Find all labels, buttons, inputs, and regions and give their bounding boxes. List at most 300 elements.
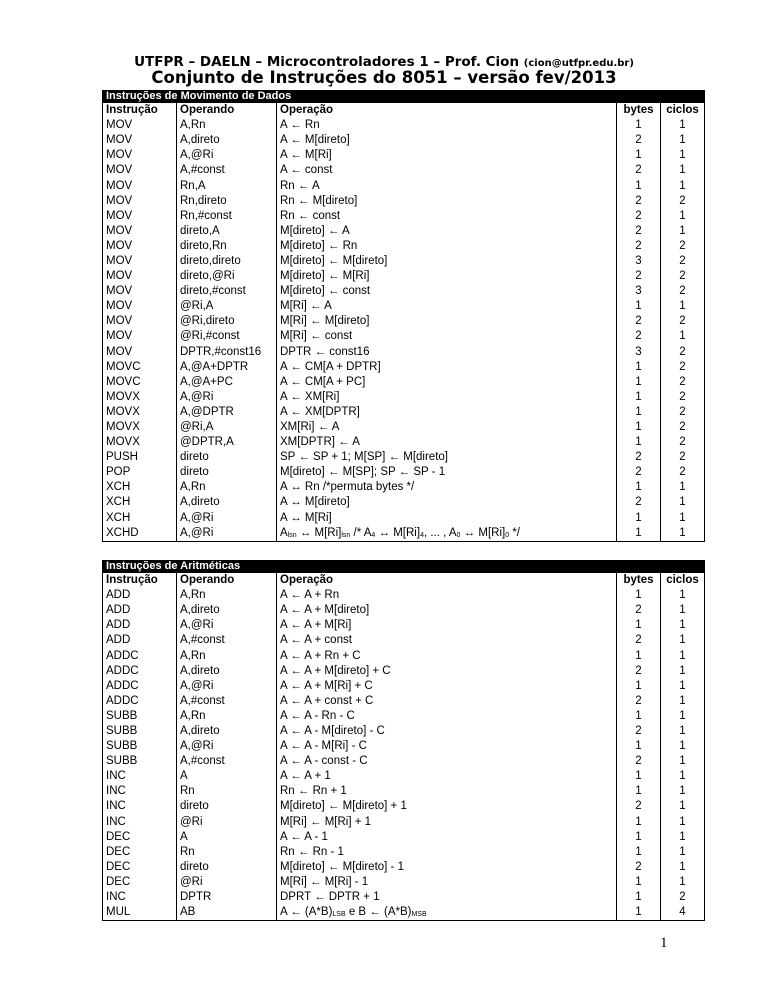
column-header-operand: Operando [177,103,277,119]
bytes-cell: 2 [617,633,661,648]
operation-cell: M[Ri] ← const [277,329,617,344]
operation-cell: M[direto] ← Rn [277,239,617,254]
cycles-cell: 1 [661,784,705,799]
operand-cell: DPTR [177,890,277,905]
operand-cell: direto [177,465,277,480]
operand-cell: DPTR,#const16 [177,345,277,360]
operation-cell: A ← A + 1 [277,769,617,784]
table-row [103,618,705,633]
instruction-cell: MOV [103,209,177,224]
operation-cell: A ← A + M[Ri] [277,618,617,633]
cycles-cell: 1 [661,799,705,814]
operation-cell: XM[DPTR] ← A [277,435,617,450]
bytes-cell: 1 [617,375,661,390]
bytes-cell: 1 [617,679,661,694]
operand-cell: A,direto [177,495,277,510]
instruction-cell: MOV [103,133,177,148]
column-header-row [103,103,705,119]
bytes-cell: 2 [617,133,661,148]
arithmetic-table [102,560,705,921]
bytes-cell: 2 [617,754,661,769]
cycles-cell: 2 [661,269,705,284]
bytes-cell: 1 [617,511,661,526]
operation-cell: A ← M[Ri] [277,148,617,163]
operand-cell: A [177,769,277,784]
instruction-cell: MOVC [103,360,177,375]
operand-cell: A,@Ri [177,679,277,694]
instruction-cell: XCH [103,480,177,495]
operand-cell: direto,A [177,224,277,239]
section-title: Instruções de Movimento de Dados [103,91,705,103]
table-row [103,269,705,284]
instruction-cell: MOV [103,345,177,360]
bytes-cell: 1 [617,435,661,450]
operation-cell: DPRT ← DPTR + 1 [277,890,617,905]
operation-cell: A ← A + const [277,633,617,648]
operand-cell: A,@A+DPTR [177,360,277,375]
bytes-cell: 1 [617,815,661,830]
bytes-cell: 1 [617,845,661,860]
bytes-cell: 3 [617,254,661,269]
table-row [103,224,705,239]
operation-cell: A ← A + M[direto] [277,603,617,618]
instruction-cell: MOV [103,314,177,329]
column-header-operand: Operando [177,573,277,589]
cycles-cell: 2 [661,314,705,329]
bytes-cell: 1 [617,784,661,799]
bytes-cell: 1 [617,118,661,133]
instruction-cell: DEC [103,830,177,845]
data-movement-table [102,90,705,542]
operation-cell: XM[Ri] ← A [277,420,617,435]
operation-cell: Rn ← A [277,178,617,193]
table-row [103,194,705,209]
operation-cell: A ← A + M[direto] + C [277,664,617,679]
instruction-cell: MOVX [103,405,177,420]
bytes-cell: 1 [617,830,661,845]
operand-cell: @DPTR,A [177,435,277,450]
bytes-cell: 1 [617,739,661,754]
operand-cell: direto [177,799,277,814]
bytes-cell: 2 [617,860,661,875]
operation-cell: A ← A - const - C [277,754,617,769]
operation-cell: M[direto] ← M[Ri] [277,269,617,284]
table-row [103,679,705,694]
bytes-cell: 2 [617,209,661,224]
operation-cell: M[direto] ← M[direto] - 1 [277,860,617,875]
operand-cell: A,direto [177,603,277,618]
operand-cell: A,@A+PC [177,375,277,390]
bytes-cell: 1 [617,299,661,314]
table-row [103,465,705,480]
column-header-bytes: bytes [617,103,661,119]
instruction-cell: INC [103,815,177,830]
operation-cell: A ← A - 1 [277,830,617,845]
instruction-cell: SUBB [103,724,177,739]
instruction-cell: MOV [103,284,177,299]
bytes-cell: 2 [617,450,661,465]
section-title-row [103,91,705,103]
operand-cell: direto,#const [177,284,277,299]
operation-cell: SP ← SP + 1; M[SP] ← M[direto] [277,450,617,465]
operand-cell: Rn,A [177,178,277,193]
operand-cell: direto,Rn [177,239,277,254]
operation-cell: A ← const [277,163,617,178]
cycles-cell: 2 [661,254,705,269]
bytes-cell: 1 [617,618,661,633]
instruction-cell: SUBB [103,739,177,754]
table-row [103,860,705,875]
instruction-cell: ADDC [103,694,177,709]
table-row [103,694,705,709]
table-row [103,299,705,314]
header-title: UTFPR – DAELN – Microcontroladores 1 – Prof. Cion [134,54,520,70]
operation-cell: $A_{lsn}$ ↔ $M[Ri]_{lsn} /* A_4$ ↔ $M[Ri]_4$, ... , $A_0$ ↔ $M[Ri]_0$ */ [277,526,617,542]
operand-cell: @Ri,#const [177,329,277,344]
instruction-cell: MOV [103,329,177,344]
table-row [103,148,705,163]
instruction-cell: DEC [103,845,177,860]
column-header-operation: Operação [277,573,617,589]
table-row [103,375,705,390]
operation-cell: A ← A + const + C [277,694,617,709]
operation-cell: M[Ri] ← M[direto] [277,314,617,329]
operand-cell: direto [177,860,277,875]
instruction-cell: XCHD [103,526,177,542]
instruction-cell: SUBB [103,709,177,724]
instruction-cell: INC [103,799,177,814]
instruction-cell: MOVX [103,435,177,450]
table-row [103,178,705,193]
bytes-cell: 1 [617,769,661,784]
bytes-cell: 3 [617,284,661,299]
operand-cell: A,#const [177,754,277,769]
instruction-cell: MOV [103,178,177,193]
cycles-cell: 1 [661,148,705,163]
cycles-cell: 1 [661,178,705,193]
operand-cell: A,Rn [177,118,277,133]
bytes-cell: 1 [617,648,661,663]
cycles-cell: 2 [661,465,705,480]
cycles-cell: 1 [661,133,705,148]
operand-cell: A,@Ri [177,526,277,542]
operation-cell: M[Ri] ← M[Ri] + 1 [277,815,617,830]
operation-cell: A ← A + Rn [277,588,617,603]
operation-cell: M[direto] ← M[direto] [277,254,617,269]
cycles-cell: 2 [661,450,705,465]
bytes-cell: 2 [617,269,661,284]
cycles-cell: 2 [661,420,705,435]
operand-cell: @Ri [177,875,277,890]
table-row [103,709,705,724]
instruction-cell: MOV [103,148,177,163]
table-row [103,511,705,526]
operation-cell: A ← A + M[Ri] + C [277,679,617,694]
operand-cell: Rn [177,845,277,860]
page-number: 1 [660,935,668,951]
table-row [103,345,705,360]
cycles-cell: 4 [661,905,705,921]
table-row [103,905,705,921]
bytes-cell: 2 [617,163,661,178]
cycles-cell: 1 [661,875,705,890]
operation-cell: Rn ← Rn - 1 [277,845,617,860]
operand-cell: A,Rn [177,648,277,663]
table-row [103,420,705,435]
column-header-cycles: ciclos [661,573,705,589]
cycles-cell: 2 [661,194,705,209]
table-row [103,329,705,344]
instruction-cell: DEC [103,875,177,890]
table-row [103,209,705,224]
operand-cell: A,direto [177,664,277,679]
operand-cell: A,@Ri [177,739,277,754]
column-header-operation: Operação [277,103,617,119]
operation-cell: Rn ← M[direto] [277,194,617,209]
operation-cell: A ↔ Rn /*permuta bytes */ [277,480,617,495]
instruction-cell: MOV [103,254,177,269]
cycles-cell: 1 [661,679,705,694]
operation-cell: A ↔ M[direto] [277,495,617,510]
bytes-cell: 2 [617,329,661,344]
cycles-cell: 1 [661,299,705,314]
operation-cell: A ← A + Rn + C [277,648,617,663]
table-row [103,133,705,148]
instruction-cell: MOVX [103,390,177,405]
table-row [103,526,705,542]
instruction-cell: DEC [103,860,177,875]
column-header-row [103,573,705,589]
instruction-cell: MOVX [103,420,177,435]
operation-cell: A ← Rn [277,118,617,133]
operand-cell: A,#const [177,163,277,178]
operand-cell: A,direto [177,133,277,148]
instruction-cell: MOV [103,239,177,254]
table-row [103,739,705,754]
bytes-cell: 2 [617,603,661,618]
bytes-cell: 2 [617,465,661,480]
cycles-cell: 1 [661,495,705,510]
operation-cell: M[Ri] ← M[Ri] - 1 [277,875,617,890]
operation-cell: A ← $(A*B)_{LSB}$ e B ← $(A*B)_{MSB}$ [277,905,617,921]
bytes-cell: 1 [617,360,661,375]
column-header-instr: Instrução [103,573,177,589]
cycles-cell: 1 [661,724,705,739]
cycles-cell: 2 [661,284,705,299]
bytes-cell: 1 [617,390,661,405]
table-row [103,769,705,784]
operation-cell: M[direto] ← M[direto] + 1 [277,799,617,814]
table-row [103,480,705,495]
header-email: (cion@utfpr.edu.br) [523,58,634,69]
instruction-cell: MOV [103,163,177,178]
instruction-cell: ADD [103,588,177,603]
cycles-cell: 1 [661,769,705,784]
operand-cell: direto [177,450,277,465]
operand-cell: A,Rn [177,588,277,603]
operation-cell: M[Ri] ← A [277,299,617,314]
operation-cell: A ← CM[A + DPTR] [277,360,617,375]
operand-cell: A,Rn [177,709,277,724]
instruction-cell: ADD [103,618,177,633]
table-row [103,754,705,769]
operand-cell: A,Rn [177,480,277,495]
operation-cell: Rn ← const [277,209,617,224]
operand-cell: @Ri,A [177,420,277,435]
operation-cell: M[direto] ← A [277,224,617,239]
operation-cell: M[direto] ← M[SP]; SP ← SP - 1 [277,465,617,480]
table-row [103,845,705,860]
table-row [103,254,705,269]
bytes-cell: 1 [617,709,661,724]
table-row [103,648,705,663]
instruction-cell: SUBB [103,754,177,769]
operation-cell: A ← A - M[Ri] - C [277,739,617,754]
bytes-cell: 3 [617,345,661,360]
table-row [103,360,705,375]
cycles-cell: 1 [661,224,705,239]
cycles-cell: 1 [661,163,705,178]
document-title: Conjunto de Instruções do 8051 – versão fev/2013 [151,68,617,87]
instruction-cell: ADDC [103,679,177,694]
instruction-cell: MOV [103,224,177,239]
table-row [103,435,705,450]
operand-cell: @Ri [177,815,277,830]
instruction-cell: MUL [103,905,177,921]
bytes-cell: 2 [617,799,661,814]
operation-cell: Rn ← Rn + 1 [277,784,617,799]
operand-cell: @Ri,A [177,299,277,314]
cycles-cell: 1 [661,511,705,526]
table-row [103,724,705,739]
table-row [103,603,705,618]
cycles-cell: 1 [661,588,705,603]
instruction-cell: MOVC [103,375,177,390]
cycles-cell: 1 [661,664,705,679]
cycles-cell: 1 [661,618,705,633]
cycles-cell: 2 [661,360,705,375]
instruction-cell: MOV [103,269,177,284]
cycles-cell: 1 [661,739,705,754]
cycles-cell: 1 [661,480,705,495]
bytes-cell: 1 [617,148,661,163]
column-header-cycles: ciclos [661,103,705,119]
table-row [103,284,705,299]
bytes-cell: 1 [617,178,661,193]
instruction-cell: XCH [103,511,177,526]
table-row [103,633,705,648]
table-row [103,588,705,603]
table-row [103,314,705,329]
instruction-cell: ADD [103,603,177,618]
operation-cell: A ← A - Rn - C [277,709,617,724]
bytes-cell: 2 [617,194,661,209]
table-row [103,118,705,133]
table-row [103,495,705,510]
cycles-cell: 1 [661,754,705,769]
instruction-cell: ADD [103,633,177,648]
table-row [103,784,705,799]
cycles-cell: 1 [661,603,705,618]
cycles-cell: 2 [661,375,705,390]
cycles-cell: 2 [661,390,705,405]
operation-cell: A ← XM[Ri] [277,390,617,405]
cycles-cell: 1 [661,845,705,860]
operand-cell: Rn,direto [177,194,277,209]
table-row [103,163,705,178]
bytes-cell: 2 [617,314,661,329]
operation-cell: A ← CM[A + PC] [277,375,617,390]
operand-cell: A,@Ri [177,511,277,526]
section-title-row [103,561,705,573]
operation-cell: A ← M[direto] [277,133,617,148]
instruction-cell: INC [103,769,177,784]
instruction-cell: MOV [103,194,177,209]
operation-cell: A ↔ M[Ri] [277,511,617,526]
table-row [103,405,705,420]
cycles-cell: 1 [661,815,705,830]
column-header-bytes: bytes [617,573,661,589]
cycles-cell: 1 [661,209,705,224]
cycles-cell: 2 [661,890,705,905]
instruction-cell: MOV [103,118,177,133]
table-row [103,799,705,814]
bytes-cell: 2 [617,724,661,739]
bytes-cell: 2 [617,694,661,709]
operation-cell: A ← A - M[direto] - C [277,724,617,739]
cycles-cell: 2 [661,435,705,450]
operand-cell: direto,direto [177,254,277,269]
bytes-cell: 2 [617,224,661,239]
operand-cell: AB [177,905,277,921]
bytes-cell: 1 [617,905,661,921]
cycles-cell: 1 [661,694,705,709]
column-header-instr: Instrução [103,103,177,119]
cycles-cell: 2 [661,405,705,420]
bytes-cell: 2 [617,239,661,254]
bytes-cell: 2 [617,495,661,510]
operand-cell: @Ri,direto [177,314,277,329]
operand-cell: A,@Ri [177,390,277,405]
bytes-cell: 1 [617,420,661,435]
cycles-cell: 2 [661,345,705,360]
instruction-cell: PUSH [103,450,177,465]
cycles-cell: 1 [661,648,705,663]
bytes-cell: 2 [617,664,661,679]
cycles-cell: 1 [661,860,705,875]
operand-cell: A,@Ri [177,618,277,633]
operand-cell: Rn [177,784,277,799]
cycles-cell: 1 [661,830,705,845]
instruction-cell: ADDC [103,664,177,679]
operand-cell: Rn,#const [177,209,277,224]
operand-cell: A,#const [177,633,277,648]
cycles-cell: 2 [661,239,705,254]
cycles-cell: 1 [661,329,705,344]
instruction-cell: INC [103,890,177,905]
cycles-cell: 1 [661,633,705,648]
instruction-cell: ADDC [103,648,177,663]
table-row [103,890,705,905]
instruction-cell: POP [103,465,177,480]
bytes-cell: 1 [617,588,661,603]
cycles-cell: 1 [661,118,705,133]
table-row [103,450,705,465]
operand-cell: A,#const [177,694,277,709]
section-title: Instruções de Aritméticas [103,561,705,573]
bytes-cell: 1 [617,875,661,890]
bytes-cell: 1 [617,480,661,495]
